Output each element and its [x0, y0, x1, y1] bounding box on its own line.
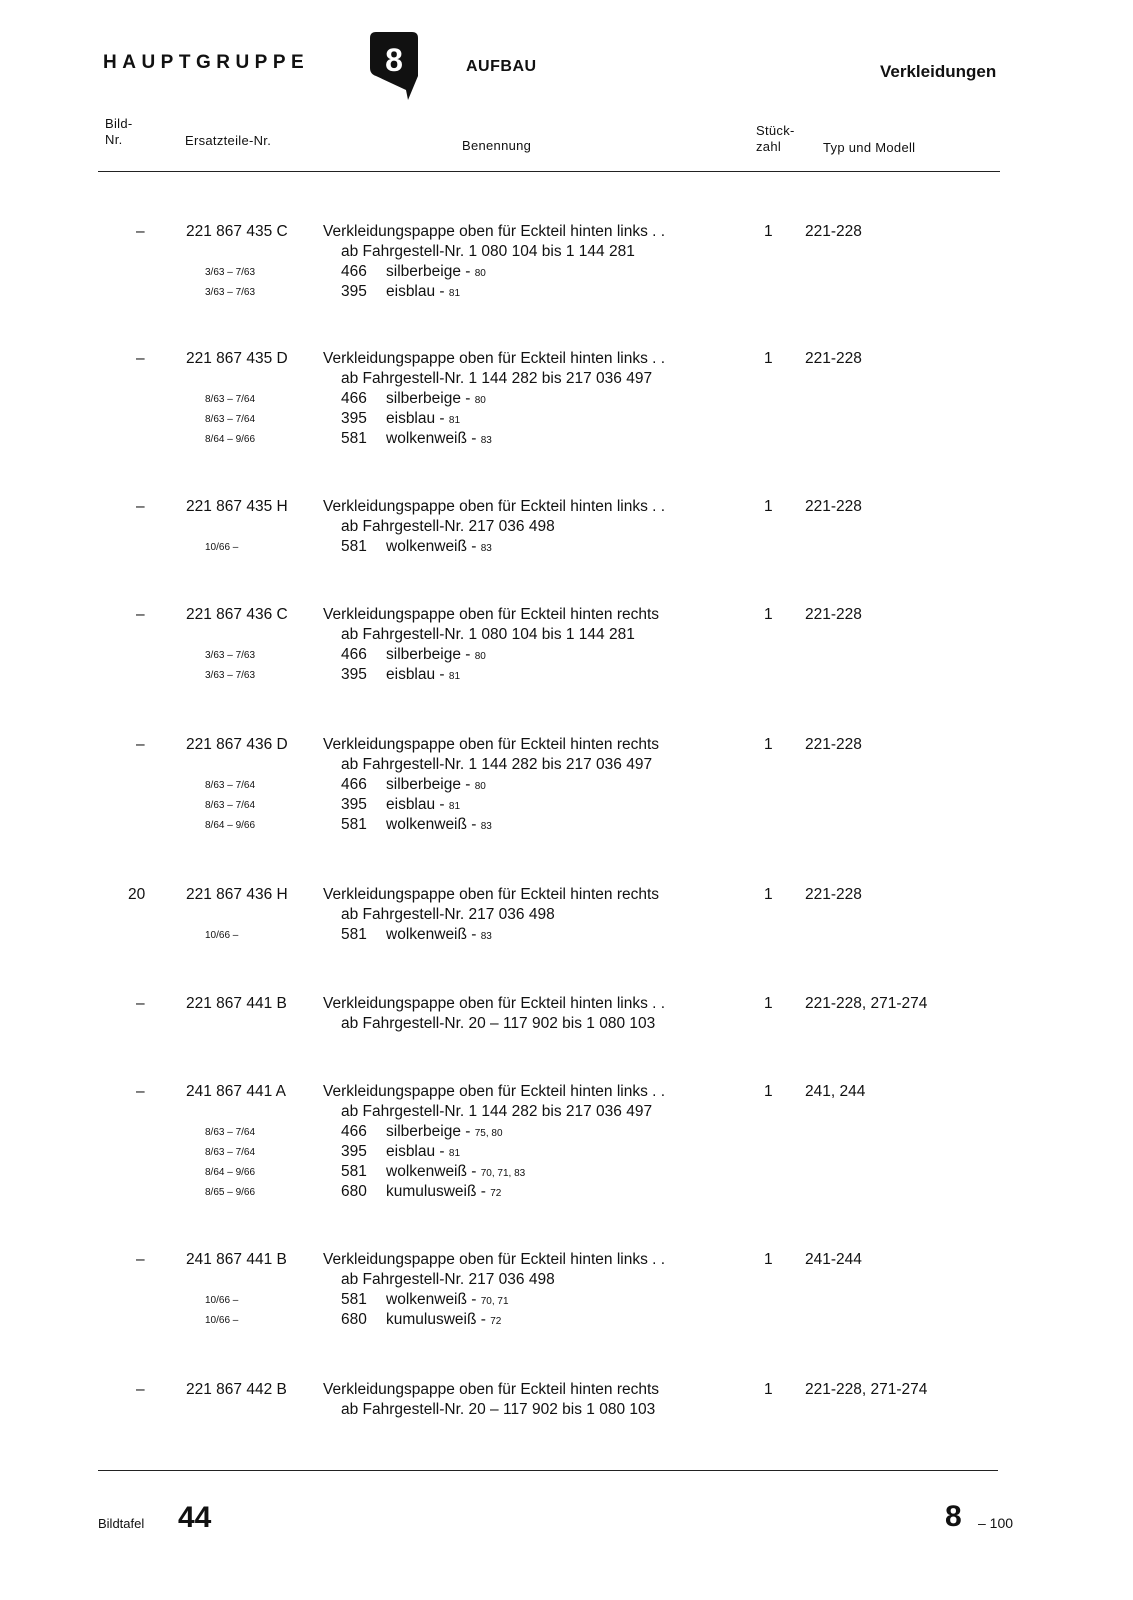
- color-date: 10/66 –: [205, 1315, 239, 1326]
- color-code: 581: [341, 1163, 367, 1180]
- bild-nr: –: [136, 1381, 145, 1398]
- header-rule: [98, 171, 1000, 172]
- quantity: 1: [764, 350, 773, 367]
- color-name-text: silberbeige -: [386, 776, 475, 793]
- chassis-range: ab Fahrgestell-Nr. 217 036 498: [341, 906, 555, 923]
- color-name: [386, 795, 460, 817]
- color-name: [386, 1182, 501, 1204]
- color-ref: 72: [490, 1316, 502, 1327]
- part-number: 221 867 435 H: [186, 498, 288, 515]
- color-code: 581: [341, 430, 367, 447]
- color-date: 3/63 – 7/63: [205, 287, 256, 298]
- part-number: 221 867 435 C: [186, 223, 288, 240]
- bild-nr: –: [136, 223, 145, 240]
- part-number: 221 867 436 H: [186, 886, 288, 903]
- part-description: Verkleidungspappe oben für Eckteil hinten rechts: [323, 736, 660, 753]
- type-model: 221-228: [805, 606, 862, 623]
- color-code: 395: [341, 666, 367, 683]
- type-model: 221-228, 271-274: [805, 1381, 928, 1398]
- color-name: [386, 1142, 460, 1164]
- color-name: [386, 429, 492, 451]
- bild-nr: –: [136, 350, 145, 367]
- color-ref: 81: [448, 1148, 461, 1159]
- color-code: 466: [341, 263, 367, 280]
- plate-number: 44: [178, 1501, 212, 1534]
- color-code: 466: [341, 646, 367, 663]
- color-name: [386, 1310, 501, 1332]
- color-date: 8/63 – 7/64: [205, 1147, 256, 1158]
- part-number: 241 867 441 A: [186, 1083, 286, 1100]
- color-ref: 81: [448, 801, 461, 812]
- chassis-range: ab Fahrgestell-Nr. 1 080 104 bis 1 144 281: [341, 626, 635, 643]
- color-date: 3/63 – 7/63: [205, 650, 256, 661]
- col-benennung: Benennung: [462, 138, 532, 153]
- color-code: 395: [341, 1143, 367, 1160]
- quantity: 1: [764, 995, 773, 1012]
- color-ref: 70, 71: [480, 1296, 509, 1307]
- color-name-text: silberbeige -: [386, 263, 475, 280]
- col-stueckzahl: Stück- zahl: [756, 123, 795, 154]
- color-date: 8/64 – 9/66: [205, 820, 256, 831]
- color-name: [386, 389, 486, 411]
- part-number: 221 867 435 D: [186, 350, 288, 367]
- color-date: 10/66 –: [205, 542, 239, 553]
- color-date: 8/63 – 7/64: [205, 1127, 256, 1138]
- color-ref: 83: [480, 543, 492, 554]
- section-title: AUFBAU: [466, 58, 537, 75]
- color-name: [386, 665, 460, 687]
- color-name-text: eisblau -: [386, 796, 449, 813]
- color-date: 10/66 –: [205, 930, 239, 941]
- color-date: 8/64 – 9/66: [205, 1167, 256, 1178]
- group-number-badge: [370, 30, 426, 100]
- color-code: 395: [341, 796, 367, 813]
- color-name-text: wolkenweiß -: [386, 1163, 481, 1180]
- color-ref: 72: [490, 1188, 502, 1199]
- type-model: 241-244: [805, 1251, 862, 1268]
- col-ersatzteile-nr: Ersatzteile-Nr.: [185, 133, 272, 148]
- color-date: 8/63 – 7/64: [205, 394, 256, 405]
- color-name: [386, 1162, 525, 1184]
- color-ref: 80: [474, 781, 486, 792]
- color-name: [386, 645, 486, 667]
- group-heading: HAUPTGRUPPE: [103, 52, 310, 73]
- col-bild-nr: Bild- Nr.: [105, 116, 133, 147]
- chassis-range: ab Fahrgestell-Nr. 1 144 282 bis 217 036 497: [341, 756, 653, 773]
- color-name-text: eisblau -: [386, 666, 449, 683]
- part-description: Verkleidungspappe oben für Eckteil hinten rechts: [323, 1381, 660, 1398]
- color-code: 466: [341, 776, 367, 793]
- page-number-main: 8: [945, 1500, 962, 1533]
- type-model: 221-228: [805, 886, 862, 903]
- part-number: 221 867 436 C: [186, 606, 288, 623]
- color-date: 10/66 –: [205, 1295, 239, 1306]
- color-name-text: kumulusweiß -: [386, 1183, 491, 1200]
- col-typ-modell: Typ und Modell: [823, 140, 916, 155]
- color-name: [386, 409, 460, 431]
- quantity: 1: [764, 1251, 773, 1268]
- color-name: [386, 775, 486, 797]
- color-date: 8/65 – 9/66: [205, 1187, 256, 1198]
- quantity: 1: [764, 736, 773, 753]
- bild-nr: –: [136, 736, 145, 753]
- color-name: [386, 537, 492, 559]
- color-date: 8/63 – 7/64: [205, 414, 256, 425]
- color-name: [386, 1122, 503, 1144]
- color-date: 8/64 – 9/66: [205, 434, 256, 445]
- color-code: 395: [341, 283, 367, 300]
- color-name-text: wolkenweiß -: [386, 926, 481, 943]
- color-ref: 81: [448, 415, 461, 426]
- color-name-text: eisblau -: [386, 410, 449, 427]
- chassis-range: ab Fahrgestell-Nr. 20 – 117 902 bis 1 080 103: [341, 1015, 656, 1032]
- type-model: 221-228: [805, 350, 862, 367]
- part-description: Verkleidungspappe oben für Eckteil hinten links . .: [323, 223, 666, 240]
- color-code: 395: [341, 410, 367, 427]
- color-code: 581: [341, 1291, 367, 1308]
- color-name-text: silberbeige -: [386, 646, 475, 663]
- part-number: 221 867 442 B: [186, 1381, 287, 1398]
- color-name-text: eisblau -: [386, 1143, 449, 1160]
- part-number: 221 867 441 B: [186, 995, 287, 1012]
- color-code: 466: [341, 390, 367, 407]
- color-name-text: wolkenweiß -: [386, 1291, 481, 1308]
- footer-rule: [98, 1470, 998, 1471]
- part-description: Verkleidungspappe oben für Eckteil hinten links . .: [323, 995, 666, 1012]
- color-name: [386, 925, 492, 947]
- part-description: Verkleidungspappe oben für Eckteil hinten links . .: [323, 350, 666, 367]
- chassis-range: ab Fahrgestell-Nr. 1 144 282 bis 217 036 497: [341, 1103, 653, 1120]
- color-ref: 81: [448, 671, 461, 682]
- color-ref: 80: [474, 651, 486, 662]
- type-model: 221-228, 271-274: [805, 995, 928, 1012]
- color-ref: 83: [480, 435, 492, 446]
- color-name: [386, 282, 460, 304]
- color-name-text: wolkenweiß -: [386, 816, 481, 833]
- part-number: 221 867 436 D: [186, 736, 288, 753]
- quantity: 1: [764, 223, 773, 240]
- bild-nr: –: [136, 498, 145, 515]
- quantity: 1: [764, 498, 773, 515]
- type-model: 221-228: [805, 498, 862, 515]
- color-ref: 81: [448, 288, 461, 299]
- color-code: 680: [341, 1183, 367, 1200]
- chassis-range: ab Fahrgestell-Nr. 217 036 498: [341, 518, 555, 535]
- color-code: 680: [341, 1311, 367, 1328]
- color-ref: 70, 71, 83: [480, 1168, 526, 1179]
- chassis-range: ab Fahrgestell-Nr. 1 080 104 bis 1 144 281: [341, 243, 635, 260]
- quantity: 1: [764, 1083, 773, 1100]
- color-name: [386, 815, 492, 837]
- color-name-text: kumulusweiß -: [386, 1311, 491, 1328]
- color-name-text: wolkenweiß -: [386, 430, 481, 447]
- color-name-text: wolkenweiß -: [386, 538, 481, 555]
- color-date: 8/63 – 7/64: [205, 800, 256, 811]
- type-model: 221-228: [805, 223, 862, 240]
- part-description: Verkleidungspappe oben für Eckteil hinten rechts: [323, 886, 660, 903]
- subsection-title: Verkleidungen: [880, 62, 997, 81]
- bild-nr: –: [136, 606, 145, 623]
- color-name: [386, 1290, 509, 1312]
- color-date: 3/63 – 7/63: [205, 267, 256, 278]
- color-code: 581: [341, 538, 367, 555]
- bild-nr: –: [136, 995, 145, 1012]
- quantity: 1: [764, 606, 773, 623]
- chassis-range: ab Fahrgestell-Nr. 1 144 282 bis 217 036 497: [341, 370, 653, 387]
- footer-label: Bildtafel: [98, 1516, 145, 1531]
- color-name-text: silberbeige -: [386, 390, 475, 407]
- quantity: 1: [764, 1381, 773, 1398]
- color-name-text: eisblau -: [386, 283, 449, 300]
- group-number: 8: [385, 42, 403, 78]
- color-name: [386, 262, 486, 284]
- chassis-range: ab Fahrgestell-Nr. 217 036 498: [341, 1271, 555, 1288]
- color-ref: 83: [480, 931, 492, 942]
- part-number: 241 867 441 B: [186, 1251, 287, 1268]
- color-code: 581: [341, 816, 367, 833]
- bild-nr: 20: [128, 886, 146, 903]
- part-description: Verkleidungspappe oben für Eckteil hinten links . .: [323, 498, 666, 515]
- page-number-sub: – 100: [978, 1515, 1014, 1531]
- type-model: 221-228: [805, 736, 862, 753]
- chassis-range: ab Fahrgestell-Nr. 20 – 117 902 bis 1 080 103: [341, 1401, 656, 1418]
- color-name-text: silberbeige -: [386, 1123, 475, 1140]
- part-description: Verkleidungspappe oben für Eckteil hinten links . .: [323, 1083, 666, 1100]
- part-description: Verkleidungspappe oben für Eckteil hinten rechts: [323, 606, 660, 623]
- color-code: 466: [341, 1123, 367, 1140]
- bild-nr: –: [136, 1251, 145, 1268]
- color-ref: 80: [474, 268, 486, 279]
- color-code: 581: [341, 926, 367, 943]
- color-ref: 75, 80: [474, 1128, 503, 1139]
- color-date: 8/63 – 7/64: [205, 780, 256, 791]
- part-description: Verkleidungspappe oben für Eckteil hinten links . .: [323, 1251, 666, 1268]
- type-model: 241, 244: [805, 1083, 866, 1100]
- color-ref: 80: [474, 395, 486, 406]
- quantity: 1: [764, 886, 773, 903]
- bild-nr: –: [136, 1083, 145, 1100]
- color-date: 3/63 – 7/63: [205, 670, 256, 681]
- color-ref: 83: [480, 821, 492, 832]
